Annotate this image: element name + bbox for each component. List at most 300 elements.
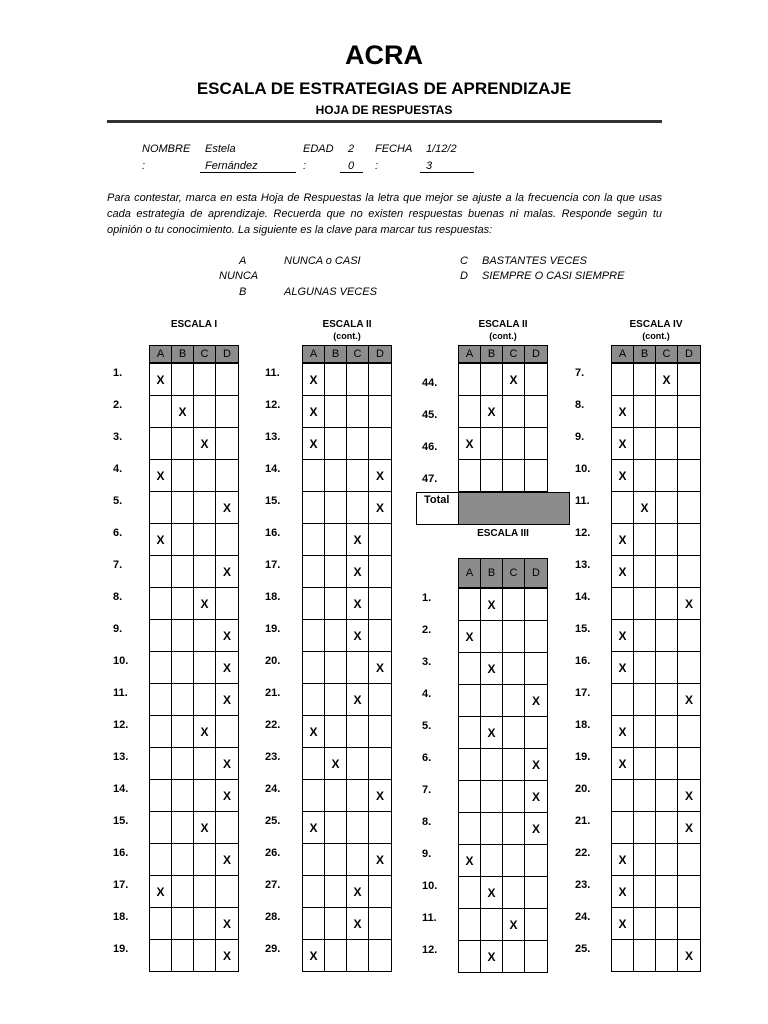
answer-cell-d[interactable] <box>678 460 700 491</box>
answer-cell-d[interactable]: X <box>375 660 384 675</box>
answer-cell-a[interactable]: X <box>612 428 634 459</box>
answer-cell-d[interactable]: X <box>684 596 693 611</box>
answer-cell-a[interactable] <box>303 844 325 875</box>
answer-cell-d[interactable] <box>369 364 391 395</box>
answer-cell-d[interactable]: X <box>684 692 693 707</box>
answer-cell-a[interactable]: X <box>303 428 325 459</box>
answer-cell-c[interactable] <box>194 396 216 427</box>
answer-cell-b[interactable] <box>634 396 656 427</box>
answer-cell-b[interactable] <box>481 781 503 812</box>
answer-cell-c[interactable] <box>347 492 369 523</box>
answer-cell-b[interactable] <box>481 749 503 780</box>
answer-cell-d[interactable] <box>369 876 391 907</box>
answer-cell-a[interactable]: X <box>612 908 634 939</box>
answer-cell-c[interactable] <box>503 396 525 427</box>
answer-cell-a[interactable] <box>459 717 481 748</box>
answer-cell-a[interactable]: X <box>303 812 325 843</box>
answer-cell-c[interactable]: X <box>347 524 369 555</box>
answer-cell-c[interactable] <box>194 876 216 907</box>
answer-cell-c[interactable] <box>656 396 678 427</box>
answer-cell-a[interactable] <box>459 813 481 844</box>
answer-cell-c[interactable] <box>194 684 216 715</box>
answer-cell-a[interactable]: X <box>612 460 634 491</box>
answer-cell-c[interactable] <box>347 716 369 747</box>
answer-cell-d[interactable] <box>678 620 700 651</box>
answer-cell-b[interactable] <box>634 556 656 587</box>
answer-cell-c[interactable] <box>503 460 525 491</box>
answer-cell-b[interactable] <box>634 620 656 651</box>
answer-cell-c[interactable] <box>347 748 369 779</box>
answer-cell-c[interactable] <box>656 428 678 459</box>
answer-cell-b[interactable]: X <box>481 941 503 972</box>
answer-cell-d[interactable] <box>216 364 238 395</box>
answer-cell-a[interactable] <box>612 940 634 971</box>
answer-cell-a[interactable] <box>150 780 172 811</box>
answer-cell-c[interactable] <box>656 716 678 747</box>
answer-cell-d[interactable] <box>525 941 547 972</box>
answer-cell-d[interactable]: X <box>375 468 384 483</box>
answer-cell-c[interactable]: X <box>503 909 525 940</box>
answer-cell-a[interactable] <box>150 748 172 779</box>
answer-cell-b[interactable] <box>172 940 194 971</box>
answer-cell-a[interactable] <box>150 556 172 587</box>
answer-cell-b[interactable] <box>481 845 503 876</box>
answer-cell-a[interactable]: X <box>612 620 634 651</box>
answer-cell-d[interactable]: X <box>684 820 693 835</box>
answer-cell-b[interactable] <box>172 780 194 811</box>
answer-cell-c[interactable]: X <box>194 428 216 459</box>
answer-cell-d[interactable]: X <box>222 756 231 771</box>
option-header-b: B <box>634 346 656 362</box>
answer-cell-b[interactable]: X <box>634 492 656 523</box>
answer-cell-c[interactable] <box>503 589 525 620</box>
answer-cell-a[interactable] <box>150 716 172 747</box>
answer-cell-d[interactable] <box>678 652 700 683</box>
answer-cell-a[interactable]: X <box>612 652 634 683</box>
answer-cell-b[interactable] <box>325 844 347 875</box>
answer-cell-d[interactable] <box>678 396 700 427</box>
answer-cell-a[interactable] <box>612 588 634 619</box>
answer-cell-a[interactable] <box>150 396 172 427</box>
answer-cell-d[interactable] <box>678 844 700 875</box>
answer-cell-a[interactable] <box>150 844 172 875</box>
answer-cell-b[interactable] <box>325 460 347 491</box>
answer-cell-a[interactable] <box>303 460 325 491</box>
answer-cell-b[interactable] <box>481 364 503 395</box>
answer-cell-d[interactable] <box>369 524 391 555</box>
answer-cell-a[interactable] <box>303 684 325 715</box>
answer-cell-b[interactable] <box>325 396 347 427</box>
answer-cell-a[interactable] <box>459 781 481 812</box>
answer-cell-c[interactable] <box>347 780 369 811</box>
answer-cell-c[interactable] <box>194 780 216 811</box>
answer-cell-c[interactable] <box>656 684 678 715</box>
answer-cell-c[interactable] <box>656 652 678 683</box>
answer-cell-a[interactable]: X <box>303 940 325 971</box>
answer-cell-a[interactable] <box>459 749 481 780</box>
answer-cell-b[interactable] <box>634 940 656 971</box>
answer-cell-a[interactable] <box>459 653 481 684</box>
answer-cell-b[interactable]: X <box>172 396 194 427</box>
answer-cell-d[interactable] <box>369 908 391 939</box>
answer-cell-c[interactable] <box>503 621 525 652</box>
item-number: 6. <box>422 752 432 764</box>
answer-cell-a[interactable]: X <box>150 524 172 555</box>
answer-cell-d[interactable] <box>678 556 700 587</box>
answer-cell-c[interactable] <box>656 492 678 523</box>
answer-cell-a[interactable] <box>150 428 172 459</box>
answer-cell-b[interactable]: X <box>481 396 503 427</box>
answer-cell-d[interactable] <box>678 524 700 555</box>
answer-cell-a[interactable] <box>459 364 481 395</box>
answer-cell-a[interactable] <box>612 684 634 715</box>
answer-cell-c[interactable] <box>347 812 369 843</box>
answer-cell-a[interactable] <box>150 652 172 683</box>
answer-cell-b[interactable] <box>172 716 194 747</box>
answer-cell-b[interactable] <box>325 812 347 843</box>
answer-cell-b[interactable] <box>481 460 503 491</box>
answer-cell-b[interactable] <box>172 652 194 683</box>
answer-cell-a[interactable]: X <box>612 524 634 555</box>
answer-cell-d[interactable] <box>525 717 547 748</box>
answer-cell-d[interactable]: X <box>531 789 540 804</box>
answer-cell-d[interactable] <box>369 684 391 715</box>
answer-cell-b[interactable] <box>172 588 194 619</box>
answer-cell-c[interactable] <box>656 940 678 971</box>
answer-cell-d[interactable]: X <box>222 948 231 963</box>
answer-cell-b[interactable] <box>325 556 347 587</box>
answer-cell-b[interactable] <box>325 684 347 715</box>
answer-cell-b[interactable] <box>325 492 347 523</box>
answer-cell-c[interactable] <box>347 364 369 395</box>
answer-cell-d[interactable] <box>525 621 547 652</box>
answer-cell-b[interactable] <box>634 364 656 395</box>
answer-cell-d[interactable] <box>525 909 547 940</box>
answer-cell-c[interactable] <box>503 749 525 780</box>
answer-cell-d[interactable] <box>678 364 700 395</box>
answer-cell-b[interactable] <box>172 844 194 875</box>
answer-cell-a[interactable] <box>612 492 634 523</box>
answer-cell-c[interactable] <box>194 460 216 491</box>
answer-cell-c[interactable] <box>656 780 678 811</box>
answer-cell-c[interactable] <box>194 940 216 971</box>
answer-cell-b[interactable] <box>172 460 194 491</box>
item-number: 19. <box>113 943 129 955</box>
answer-cell-d[interactable] <box>525 428 547 459</box>
answer-cell-d[interactable] <box>678 748 700 779</box>
answer-cell-c[interactable] <box>503 717 525 748</box>
answer-cell-c[interactable] <box>656 620 678 651</box>
answer-cell-c[interactable] <box>347 940 369 971</box>
answer-cell-a[interactable] <box>459 460 481 491</box>
answer-cell-c[interactable] <box>194 844 216 875</box>
answer-cell-d[interactable] <box>216 812 238 843</box>
answer-cell-c[interactable] <box>656 556 678 587</box>
answer-cell-b[interactable] <box>325 908 347 939</box>
answer-cell-a[interactable]: X <box>303 716 325 747</box>
answer-cell-a[interactable] <box>150 492 172 523</box>
answer-cell-c[interactable]: X <box>194 812 216 843</box>
answer-cell-d[interactable] <box>216 524 238 555</box>
answer-cell-b[interactable] <box>634 748 656 779</box>
answer-cell-b[interactable] <box>172 556 194 587</box>
answer-cell-a[interactable]: X <box>150 460 172 491</box>
answer-cell-b[interactable] <box>481 428 503 459</box>
answer-cell-b[interactable] <box>634 812 656 843</box>
answer-cell-b[interactable] <box>172 748 194 779</box>
answer-cell-d[interactable] <box>525 845 547 876</box>
answer-cell-a[interactable]: X <box>150 876 172 907</box>
answer-cell-d[interactable]: X <box>684 788 693 803</box>
answer-cell-c[interactable] <box>656 748 678 779</box>
answer-cell-a[interactable] <box>303 556 325 587</box>
answer-cell-d[interactable]: X <box>222 628 231 643</box>
answer-cell-d[interactable]: X <box>222 500 231 515</box>
answer-cell-a[interactable] <box>150 620 172 651</box>
answer-cell-b[interactable] <box>325 364 347 395</box>
answer-cell-a[interactable] <box>459 685 481 716</box>
answer-cell-a[interactable]: X <box>612 876 634 907</box>
answer-cell-c[interactable] <box>194 748 216 779</box>
answer-cell-a[interactable]: X <box>303 396 325 427</box>
answer-cell-c[interactable] <box>347 428 369 459</box>
answer-cell-d[interactable] <box>216 588 238 619</box>
answer-cell-b[interactable]: X <box>325 748 347 779</box>
answer-row <box>459 749 547 781</box>
answer-cell-c[interactable] <box>656 908 678 939</box>
answer-cell-d[interactable] <box>216 396 238 427</box>
answer-cell-b[interactable] <box>634 652 656 683</box>
answer-cell-c[interactable] <box>503 845 525 876</box>
answer-cell-c[interactable] <box>194 908 216 939</box>
answer-cell-b[interactable] <box>325 524 347 555</box>
answer-cell-c[interactable]: X <box>656 364 678 395</box>
answer-cell-b[interactable] <box>172 908 194 939</box>
answer-cell-b[interactable] <box>634 460 656 491</box>
answer-cell-d[interactable]: X <box>222 852 231 867</box>
answer-cell-d[interactable] <box>525 589 547 620</box>
answer-cell-b[interactable] <box>172 492 194 523</box>
answer-cell-a[interactable] <box>303 492 325 523</box>
answer-cell-b[interactable] <box>634 428 656 459</box>
answer-cell-a[interactable] <box>459 909 481 940</box>
answer-cell-c[interactable]: X <box>347 876 369 907</box>
answer-cell-d[interactable]: X <box>375 852 384 867</box>
answer-cell-a[interactable] <box>459 396 481 427</box>
answer-cell-d[interactable] <box>369 620 391 651</box>
answer-cell-c[interactable] <box>656 812 678 843</box>
answer-cell-d[interactable]: X <box>531 821 540 836</box>
option-header-a: A <box>150 346 172 362</box>
answer-cell-a[interactable] <box>303 780 325 811</box>
answer-cell-b[interactable] <box>172 620 194 651</box>
answer-cell-b[interactable] <box>325 428 347 459</box>
answer-cell-b[interactable] <box>325 588 347 619</box>
answer-cell-c[interactable]: X <box>347 684 369 715</box>
answer-cell-b[interactable] <box>634 716 656 747</box>
answer-cell-b[interactable] <box>325 652 347 683</box>
answer-cell-c[interactable] <box>347 652 369 683</box>
answer-cell-d[interactable]: X <box>222 692 231 707</box>
answer-cell-a[interactable] <box>303 652 325 683</box>
answer-cell-d[interactable] <box>369 716 391 747</box>
answer-cell-a[interactable] <box>150 908 172 939</box>
answer-cell-a[interactable] <box>612 364 634 395</box>
answer-cell-d[interactable]: X <box>222 660 231 675</box>
answer-cell-c[interactable] <box>347 844 369 875</box>
answer-cell-c[interactable]: X <box>194 716 216 747</box>
answer-cell-a[interactable] <box>150 588 172 619</box>
answer-cell-c[interactable]: X <box>194 588 216 619</box>
answer-cell-a[interactable] <box>612 812 634 843</box>
answer-cell-b[interactable] <box>172 876 194 907</box>
answer-cell-d[interactable] <box>678 716 700 747</box>
answer-cell-c[interactable] <box>194 492 216 523</box>
answer-cell-c[interactable] <box>656 844 678 875</box>
answer-cell-a[interactable]: X <box>612 748 634 779</box>
answer-cell-b[interactable]: X <box>481 877 503 908</box>
answer-cell-c[interactable] <box>503 781 525 812</box>
answer-cell-b[interactable] <box>325 940 347 971</box>
answer-cell-b[interactable] <box>634 876 656 907</box>
answer-cell-c[interactable] <box>194 364 216 395</box>
answer-cell-d[interactable] <box>525 396 547 427</box>
answer-cell-b[interactable] <box>481 621 503 652</box>
answer-cell-a[interactable] <box>303 588 325 619</box>
answer-cell-d[interactable] <box>216 460 238 491</box>
answer-cell-d[interactable]: X <box>375 500 384 515</box>
answer-cell-d[interactable]: X <box>531 693 540 708</box>
answer-cell-a[interactable] <box>459 589 481 620</box>
answer-cell-b[interactable] <box>481 813 503 844</box>
answer-cell-b[interactable]: X <box>481 717 503 748</box>
answer-cell-b[interactable] <box>172 684 194 715</box>
answer-cell-d[interactable] <box>216 716 238 747</box>
answer-cell-c[interactable] <box>194 620 216 651</box>
answer-cell-c[interactable]: X <box>347 908 369 939</box>
answer-cell-d[interactable] <box>525 460 547 491</box>
answer-cell-d[interactable] <box>369 748 391 779</box>
answer-cell-a[interactable] <box>303 748 325 779</box>
answer-cell-c[interactable] <box>503 685 525 716</box>
answer-cell-b[interactable] <box>172 364 194 395</box>
answer-cell-c[interactable] <box>503 877 525 908</box>
answer-cell-d[interactable] <box>678 908 700 939</box>
answer-cell-c[interactable] <box>503 813 525 844</box>
answer-cell-a[interactable]: X <box>612 556 634 587</box>
answer-cell-a[interactable]: X <box>459 845 481 876</box>
answer-cell-b[interactable] <box>325 780 347 811</box>
answer-cell-c[interactable] <box>656 588 678 619</box>
answer-cell-a[interactable]: X <box>459 621 481 652</box>
answer-cell-b[interactable] <box>325 716 347 747</box>
answer-cell-b[interactable] <box>634 524 656 555</box>
nombre-label: NOMBRE <box>142 143 191 155</box>
answer-cell-d[interactable] <box>678 876 700 907</box>
answer-cell-d[interactable]: X <box>222 564 231 579</box>
answer-cell-b[interactable] <box>172 524 194 555</box>
answer-cell-d[interactable]: X <box>375 788 384 803</box>
answer-cell-c[interactable] <box>347 396 369 427</box>
answer-cell-b[interactable] <box>634 780 656 811</box>
answer-cell-b[interactable] <box>634 684 656 715</box>
answer-cell-c[interactable] <box>503 653 525 684</box>
answer-cell-a[interactable] <box>303 524 325 555</box>
answer-cell-a[interactable]: X <box>612 396 634 427</box>
answer-cell-c[interactable]: X <box>503 364 525 395</box>
answer-cell-d[interactable]: X <box>222 916 231 931</box>
answer-cell-d[interactable] <box>678 428 700 459</box>
answer-cell-d[interactable] <box>678 492 700 523</box>
answer-cell-a[interactable] <box>303 620 325 651</box>
answer-cell-a[interactable] <box>150 812 172 843</box>
answer-cell-a[interactable] <box>612 780 634 811</box>
answer-row <box>303 556 391 588</box>
answer-cell-d[interactable] <box>369 428 391 459</box>
answer-cell-c[interactable] <box>656 876 678 907</box>
answer-cell-c[interactable] <box>194 556 216 587</box>
answer-cell-a[interactable] <box>459 877 481 908</box>
answer-cell-b[interactable] <box>325 620 347 651</box>
answer-cell-c[interactable]: X <box>347 556 369 587</box>
answer-cell-a[interactable] <box>303 876 325 907</box>
answer-cell-c[interactable] <box>656 524 678 555</box>
answer-cell-c[interactable] <box>194 524 216 555</box>
answer-cell-a[interactable] <box>150 940 172 971</box>
answer-cell-c[interactable] <box>347 460 369 491</box>
answer-cell-b[interactable] <box>172 428 194 459</box>
answer-cell-b[interactable] <box>634 588 656 619</box>
answer-cell-b[interactable] <box>325 876 347 907</box>
answer-cell-a[interactable]: X <box>459 428 481 459</box>
answer-cell-d[interactable] <box>369 588 391 619</box>
answer-cell-d[interactable] <box>216 428 238 459</box>
answer-cell-d[interactable] <box>369 812 391 843</box>
answer-cell-a[interactable]: X <box>612 844 634 875</box>
answer-cell-b[interactable] <box>634 844 656 875</box>
answer-cell-b[interactable]: X <box>481 589 503 620</box>
answer-cell-d[interactable]: X <box>531 757 540 772</box>
answer-cell-c[interactable]: X <box>347 620 369 651</box>
answer-cell-b[interactable] <box>481 909 503 940</box>
answer-cell-c[interactable] <box>503 428 525 459</box>
answer-cell-c[interactable]: X <box>347 588 369 619</box>
answer-cell-b[interactable] <box>481 685 503 716</box>
answer-cell-d[interactable] <box>369 396 391 427</box>
answer-cell-a[interactable]: X <box>612 716 634 747</box>
answer-cell-d[interactable]: X <box>222 788 231 803</box>
answer-cell-a[interactable]: X <box>303 364 325 395</box>
answer-cell-b[interactable] <box>172 812 194 843</box>
answer-cell-c[interactable] <box>194 652 216 683</box>
title-divider <box>107 120 662 123</box>
answer-cell-d[interactable]: X <box>684 948 693 963</box>
answer-cell-a[interactable] <box>303 908 325 939</box>
answer-cell-c[interactable] <box>656 460 678 491</box>
answer-cell-b[interactable] <box>634 908 656 939</box>
answer-cell-d[interactable] <box>216 876 238 907</box>
answer-cell-d[interactable] <box>369 940 391 971</box>
answer-cell-b[interactable]: X <box>481 653 503 684</box>
answer-cell-a[interactable]: X <box>150 364 172 395</box>
answer-cell-a[interactable] <box>150 684 172 715</box>
answer-cell-d[interactable] <box>369 556 391 587</box>
answer-cell-d[interactable] <box>525 877 547 908</box>
answer-cell-d[interactable] <box>525 653 547 684</box>
answer-cell-d[interactable] <box>525 364 547 395</box>
answer-cell-a[interactable] <box>459 941 481 972</box>
answer-cell-c[interactable] <box>503 941 525 972</box>
